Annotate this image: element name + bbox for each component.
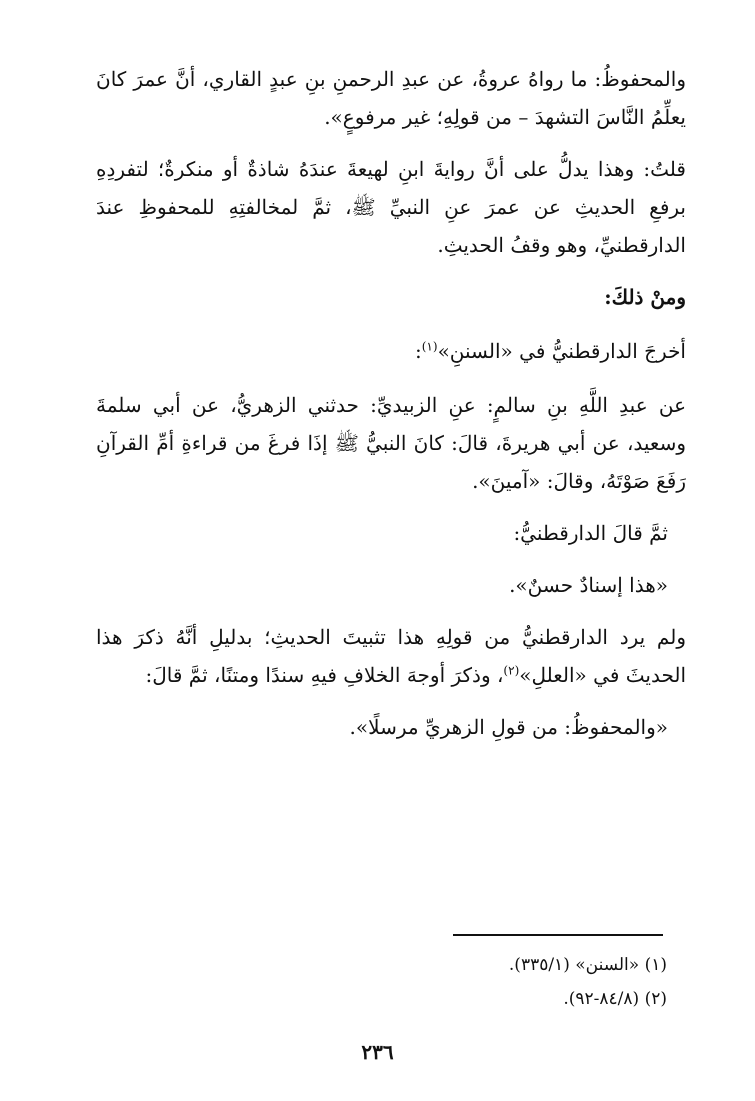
paragraph-akhraja — [96, 332, 686, 370]
paragraph-akhraja-text: أخرجَ الدارقطنيُّ في «السننِ» — [437, 339, 686, 363]
paragraph-akhraja-after: : — [414, 339, 422, 363]
main-text — [96, 60, 686, 760]
footnote-1: (١) «السنن» (٣٣٥/١). — [508, 955, 667, 975]
footnote-ref-2: (٢) — [503, 663, 520, 678]
paragraph-lam-yurid-text: ولم يرد الدارقطنيُّ من قولِهِ هذا تثبيتَ الحديثِ؛ بدليلِ أنَّهُ ذكرَ هذا الحديثَ في «العللِ» — [96, 625, 686, 687]
section-heading: ومنْ ذلكَ: — [604, 285, 686, 309]
paragraph-mahfuz-urwa: والمحفوظُ: ما رواهُ عروةُ، عن عبدِ الرحمنِ بنِ عبدٍ القاري، أنَّ عمرَ كانَ يعلِّمُ النَّاسَ التشهدَ – من قولِهِ؛ غير مرفوعٍ». — [96, 67, 686, 129]
paragraph-qultu: قلتُ: وهذا يدلُّ على أنَّ روايةَ ابنِ لهيعةَ عندَهُ شاذةٌ أو منكرةٌ؛ لتفردِهِ برفعِ الحديثِ عن عمرَ عنِ النبيِّ ﷺ، ثمَّ لمخالفتِهِ للمحفوظِ عندَ الدارقطنيِّ، وهو وقفُ الحديثِ. — [96, 157, 686, 257]
footnote-2: (٢) (٨٤/٨-٩٢). — [563, 989, 667, 1009]
page-number: ٢٣٦ — [361, 1040, 394, 1064]
paragraph-lam-yurid — [96, 618, 686, 694]
footnote-ref-1: (١) — [421, 339, 438, 354]
paragraph-hadith-text: عن عبدِ اللَّهِ بنِ سالمٍ: عنِ الزبيديِّ: حدثني الزهريُّ، عن أبي سلمةَ وسعيد، عن أبي هريرةَ، قالَ: كانَ النبيُّ ﷺ إذَا فرغَ من قراءةِ أمِّ القرآنِ رَفَعَ صَوْتَهُ، وقالَ: «آمينَ». — [96, 393, 686, 493]
paragraph-mahfuz-zuhri: «والمحفوظُ: من قولِ الزهريِّ مرسلًا». — [349, 715, 668, 739]
paragraph-isnad-hasan: «هذا إسنادٌ حسنٌ». — [509, 573, 668, 597]
paragraph-thumma-qala: ثمَّ قالَ الدارقطنيُّ: — [513, 521, 668, 545]
footnotes — [267, 948, 667, 1016]
footnote-divider — [453, 934, 663, 936]
paragraph-lam-yurid-after: ، وذكرَ أوجهَ الخلافِ فيهِ سندًا ومتنًا، ثمَّ قالَ: — [145, 663, 504, 687]
